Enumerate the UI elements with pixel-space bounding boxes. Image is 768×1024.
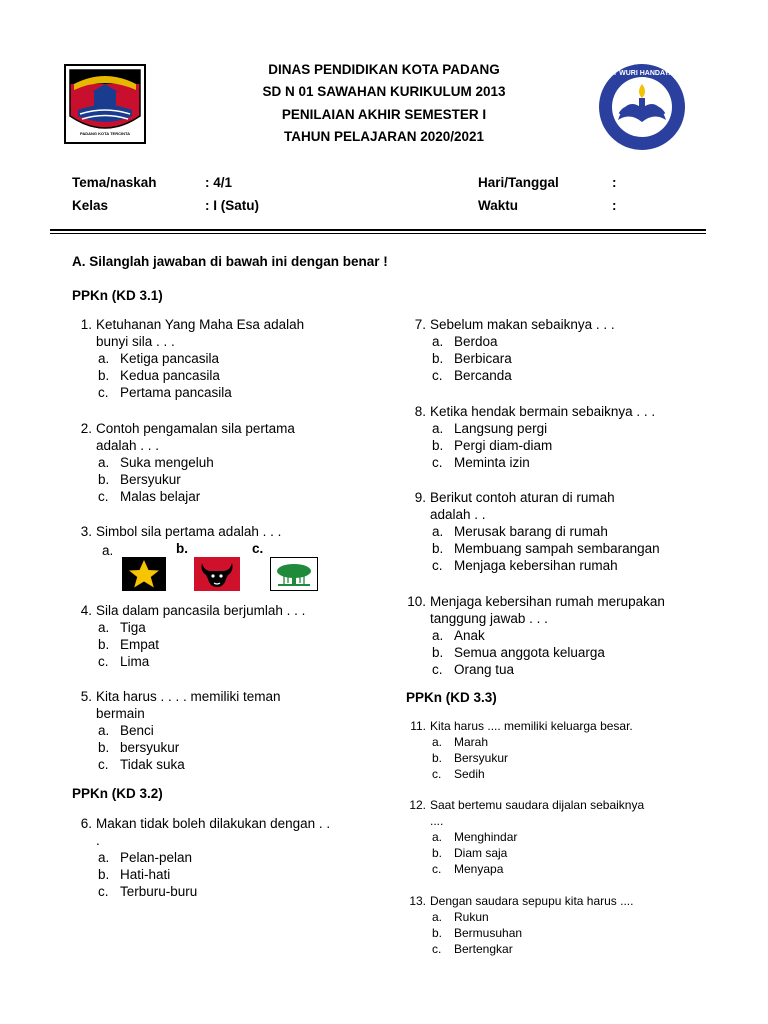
question-stem: Saat bertemu saudara dijalan sebaiknya <box>430 798 645 812</box>
question-number <box>70 832 96 849</box>
question-stem: Dengan saudara sepupu kita harus .... <box>430 894 634 908</box>
question-stem: Makan tidak boleh dilakukan dengan . . <box>96 816 331 831</box>
answer-option[interactable] <box>70 454 370 471</box>
option-letter: b. <box>432 541 444 556</box>
waktu-value: : <box>612 198 617 213</box>
option-letter: c. <box>432 862 442 876</box>
symbol-option-c-label: c. <box>252 541 264 556</box>
option-letter: c. <box>432 368 443 383</box>
answer-option[interactable] <box>70 653 370 670</box>
question-stem: adalah . . . <box>96 438 160 453</box>
question-number: 12. <box>409 798 426 812</box>
option-letter: a. <box>432 334 444 349</box>
option-text: Hati-hati <box>120 867 171 882</box>
header-line-3: PENILAIAN AKHIR SEMESTER I <box>281 107 487 122</box>
answer-option[interactable] <box>404 454 704 471</box>
question-stem-line <box>404 403 704 420</box>
question-stem: Sila dalam pancasila berjumlah . . . <box>96 603 306 618</box>
waktu-label: Waktu <box>478 198 518 213</box>
option-letter: c. <box>98 489 109 504</box>
answer-option[interactable] <box>70 883 370 900</box>
option-text: Tidak suka <box>120 757 185 772</box>
option-letter: a. <box>432 628 444 643</box>
question-3 <box>70 523 370 540</box>
symbol-option-b-label: b. <box>176 541 188 556</box>
question-stem-line <box>70 437 370 454</box>
answer-option[interactable] <box>70 866 370 883</box>
answer-option[interactable] <box>404 661 714 678</box>
option-text: Anak <box>454 628 485 643</box>
question-8 <box>404 403 704 471</box>
option-text: Meminta izin <box>454 455 530 470</box>
banyan-tree-symbol-icon[interactable] <box>270 557 318 591</box>
instruction: A. Silanglah jawaban di bawah ini dengan benar ! <box>72 254 388 269</box>
answer-option[interactable] <box>404 845 704 861</box>
answer-option[interactable] <box>404 540 704 557</box>
option-letter: a. <box>98 620 110 635</box>
question-stem-line <box>70 333 370 350</box>
kelas-value: : I (Satu) <box>205 198 259 213</box>
option-letter: a. <box>98 455 110 470</box>
section-kd-3-1: PPKn (KD 3.1) <box>72 288 163 303</box>
option-text: Ketiga pancasila <box>120 351 220 366</box>
question-number: 1. <box>80 317 92 332</box>
option-text: Berbicara <box>454 351 512 366</box>
question-stem: Kita harus .... memiliki keluarga besar. <box>430 719 633 733</box>
answer-option[interactable] <box>404 909 704 925</box>
question-stem: tanggung jawab . . . <box>430 611 548 626</box>
question-stem: bermain <box>96 706 145 721</box>
option-text: Tiga <box>120 620 146 635</box>
question-number <box>404 506 430 523</box>
divider-top <box>50 229 706 231</box>
question-stem-line <box>70 688 370 705</box>
option-text: Bermusuhan <box>454 926 523 940</box>
question-stem: Menjaga kebersihan rumah merupakan <box>430 594 665 609</box>
option-text: Terburu-buru <box>120 884 198 899</box>
option-letter: b. <box>432 846 443 860</box>
answer-option[interactable] <box>404 829 704 845</box>
option-text: Lima <box>120 654 150 669</box>
option-letter: c. <box>432 662 443 677</box>
question-stem: .... <box>430 814 444 828</box>
question-stem-line <box>404 489 704 506</box>
option-letter: b. <box>98 740 110 755</box>
answer-option[interactable] <box>70 756 370 773</box>
option-letter: a. <box>432 421 444 436</box>
option-letter: a. <box>98 850 110 865</box>
question-stem-line <box>70 602 370 619</box>
star-symbol-icon[interactable] <box>122 557 166 591</box>
answer-option[interactable] <box>404 333 704 350</box>
answer-option[interactable] <box>404 644 714 661</box>
answer-option[interactable] <box>404 437 704 454</box>
question-stem: Berikut contoh aturan di rumah <box>430 490 615 505</box>
question-stem-line <box>404 718 704 734</box>
option-letter: b. <box>98 368 110 383</box>
question-number: 3. <box>80 524 92 539</box>
question-number: 10. <box>407 594 426 609</box>
section-kd-3-3: PPKn (KD 3.3) <box>406 690 497 705</box>
question-1 <box>70 316 370 401</box>
question-stem-line <box>404 610 714 627</box>
option-text: Membuang sampah sembarangan <box>454 541 660 556</box>
question-stem: Simbol sila pertama adalah . . . <box>96 524 282 539</box>
question-number: 8. <box>414 404 426 419</box>
question-number <box>404 610 430 627</box>
question-stem: adalah . . <box>430 507 486 522</box>
question-stem-line <box>404 797 704 813</box>
answer-option[interactable] <box>70 350 370 367</box>
question-number: 4. <box>80 603 92 618</box>
option-text: Kedua pancasila <box>120 368 220 383</box>
option-letter: b. <box>432 351 444 366</box>
tema-label: Tema/naskah <box>72 175 157 190</box>
question-stem-line <box>404 813 704 829</box>
option-text: Diam saja <box>454 846 508 860</box>
kelas-label: Kelas <box>72 198 109 213</box>
question-stem-line <box>404 593 714 610</box>
question-number: 7. <box>414 317 426 332</box>
option-letter: c. <box>432 455 443 470</box>
option-text: Bercanda <box>454 368 512 383</box>
option-letter: a. <box>432 830 443 844</box>
answer-option[interactable] <box>70 488 370 505</box>
question-number: 11. <box>410 719 426 733</box>
option-text: Sedih <box>454 767 485 781</box>
question-2 <box>70 420 370 505</box>
answer-option[interactable] <box>404 627 714 644</box>
answer-option[interactable] <box>404 420 704 437</box>
tut-wuri-motto: TUT WURI HANDAYANI <box>603 70 681 77</box>
option-letter: b. <box>98 472 110 487</box>
question-number: 5. <box>80 689 92 704</box>
option-text: Semua anggota keluarga <box>454 645 605 660</box>
option-text: Suka mengeluh <box>120 455 214 470</box>
question-stem: Kita harus . . . . memiliki teman <box>96 689 281 704</box>
bull-head-symbol-icon[interactable] <box>194 557 240 591</box>
question-number: 9. <box>414 490 426 505</box>
question-stem: Ketika hendak bermain sebaiknya . . . <box>430 404 656 419</box>
option-text: bersyukur <box>120 740 180 755</box>
question-9 <box>404 489 704 574</box>
question-11 <box>404 718 704 782</box>
section-kd-3-2: PPKn (KD 3.2) <box>72 786 163 801</box>
hari-value: : <box>612 175 617 190</box>
question-stem: Contoh pengamalan sila pertama <box>96 421 295 436</box>
question-number <box>70 333 96 350</box>
answer-option[interactable] <box>70 739 370 756</box>
option-text: Berdoa <box>454 334 498 349</box>
option-text: Empat <box>120 637 160 652</box>
question-stem-line <box>70 420 370 437</box>
option-letter: b. <box>98 637 110 652</box>
question-stem: bunyi sila . . . <box>96 334 175 349</box>
option-letter: a. <box>432 910 443 924</box>
symbol-option-a-label: a. <box>102 543 114 558</box>
answer-option[interactable] <box>70 384 370 401</box>
option-letter: c. <box>98 757 109 772</box>
hari-label: Hari/Tanggal <box>478 175 559 190</box>
option-letter: b. <box>98 867 110 882</box>
option-letter: c. <box>98 654 109 669</box>
question-number <box>404 813 430 829</box>
option-text: Menjaga kebersihan rumah <box>454 558 618 573</box>
option-text: Malas belajar <box>120 489 201 504</box>
option-letter: b. <box>432 926 443 940</box>
option-letter: a. <box>432 735 443 749</box>
question-10 <box>404 593 714 678</box>
header-line-2: SD N 01 SAWAHAN KURIKULUM 2013 <box>262 84 506 99</box>
question-stem-line <box>70 832 370 849</box>
question-number: 2. <box>80 421 92 436</box>
option-text: Merusak barang di rumah <box>454 524 608 539</box>
question-stem-line <box>70 815 370 832</box>
question-stem-line <box>404 506 704 523</box>
answer-option[interactable] <box>404 523 704 540</box>
question-number <box>70 437 96 454</box>
question-stem: Sebelum makan sebaiknya . . . <box>430 317 615 332</box>
question-stem-line <box>70 705 370 722</box>
question-13 <box>404 893 704 957</box>
option-text: Pelan-pelan <box>120 850 193 865</box>
answer-option[interactable] <box>70 471 370 488</box>
option-text: Menghindar <box>454 830 518 844</box>
question-stem-line <box>404 893 704 909</box>
question-stem: Ketuhanan Yang Maha Esa adalah <box>96 317 305 332</box>
option-letter: c. <box>432 942 442 956</box>
question-12 <box>404 797 704 877</box>
option-text: Pergi diam-diam <box>454 438 553 453</box>
answer-option[interactable] <box>404 941 704 957</box>
answer-option[interactable] <box>70 722 370 739</box>
question-6 <box>70 815 370 900</box>
answer-option[interactable] <box>404 367 704 384</box>
answer-option[interactable] <box>404 557 704 574</box>
answer-option[interactable] <box>70 367 370 384</box>
question-number <box>70 705 96 722</box>
option-text: Menyapa <box>454 862 504 876</box>
option-letter: c. <box>432 767 442 781</box>
option-letter: a. <box>98 723 110 738</box>
option-text: Marah <box>454 735 489 749</box>
question-5 <box>70 688 370 773</box>
divider-bottom <box>50 233 706 234</box>
option-text: Orang tua <box>454 662 515 677</box>
question-number: 6. <box>80 816 92 831</box>
answer-option[interactable] <box>404 750 704 766</box>
answer-option[interactable] <box>70 849 370 866</box>
question-stem-line <box>70 316 370 333</box>
tema-value: : 4/1 <box>205 175 233 190</box>
option-letter: b. <box>432 645 444 660</box>
option-text: Rukun <box>454 910 489 924</box>
question-stem-line <box>404 316 704 333</box>
option-letter: a. <box>432 524 444 539</box>
answer-option[interactable] <box>404 925 704 941</box>
option-text: Bersyukur <box>120 472 181 487</box>
header-line-1: DINAS PENDIDIKAN KOTA PADANG <box>268 62 500 77</box>
question-7 <box>404 316 704 384</box>
option-letter: c. <box>98 884 109 899</box>
answer-option[interactable] <box>70 636 370 653</box>
question-4 <box>70 602 370 670</box>
question-number: 13. <box>409 894 426 908</box>
answer-option[interactable] <box>404 350 704 367</box>
option-letter: b. <box>432 751 443 765</box>
answer-option[interactable] <box>70 619 370 636</box>
answer-option[interactable] <box>404 766 704 782</box>
kota-padang-motto: PADANG KOTA TERCINTA <box>79 131 131 136</box>
option-text: Bersyukur <box>454 751 509 765</box>
option-letter: b. <box>432 438 444 453</box>
option-letter: a. <box>98 351 110 366</box>
option-text: Pertama pancasila <box>120 385 232 400</box>
option-text: Langsung pergi <box>454 421 548 436</box>
option-text: Benci <box>120 723 154 738</box>
question-stem: . <box>96 833 100 848</box>
answer-option[interactable] <box>404 734 704 750</box>
option-letter: c. <box>98 385 109 400</box>
answer-option[interactable] <box>404 861 704 877</box>
option-letter: c. <box>432 558 443 573</box>
header-line-4: TAHUN PELAJARAN 2020/2021 <box>283 129 485 144</box>
option-text: Bertengkar <box>454 942 513 956</box>
